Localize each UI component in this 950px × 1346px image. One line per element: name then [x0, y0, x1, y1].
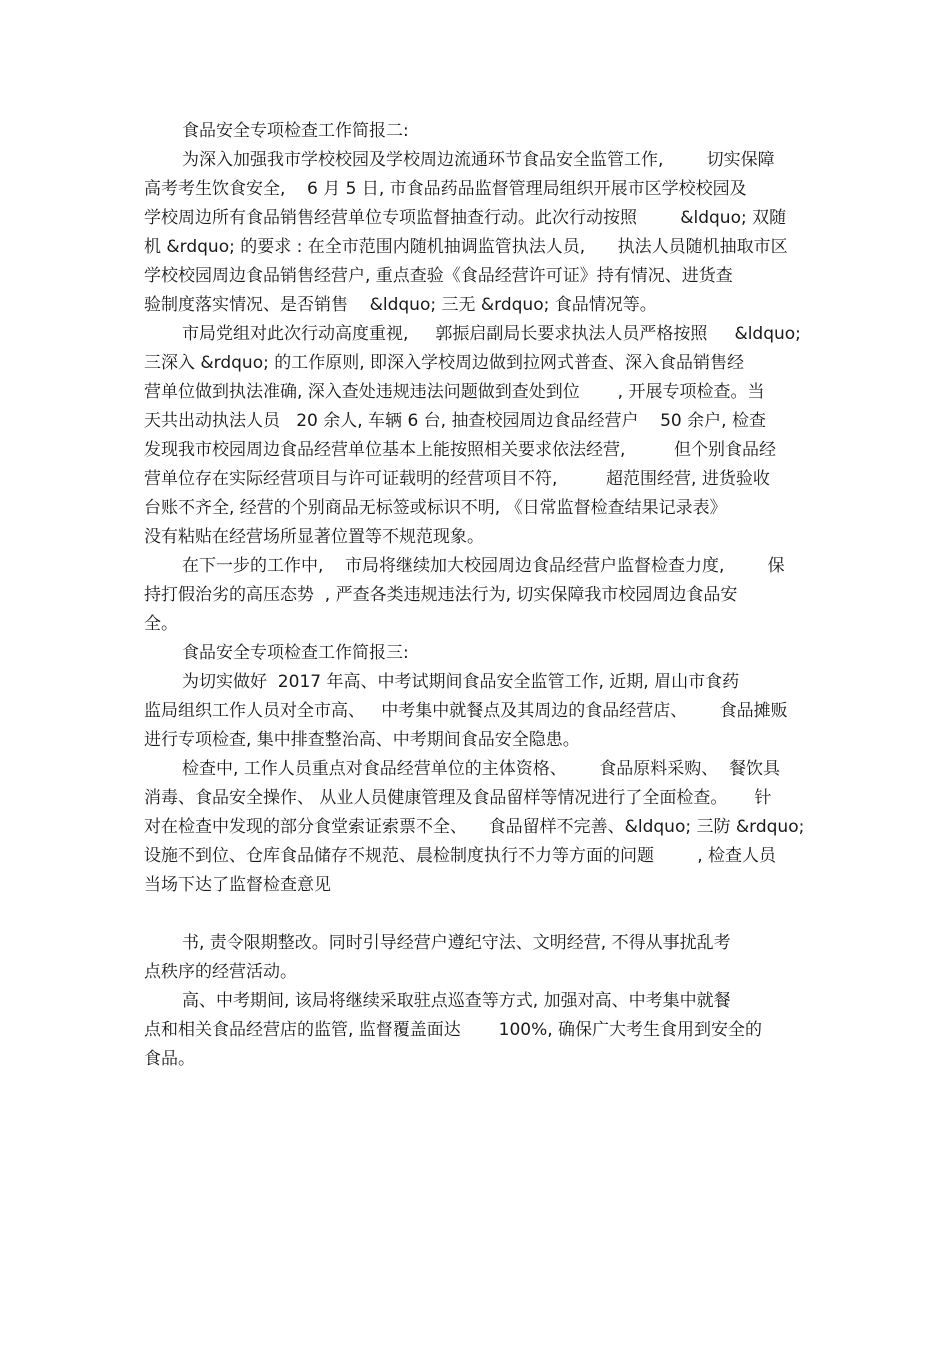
paragraph-line: 消毒、食品安全操作、 从业人员健康管理及食品留样等情况进行了全面检查。 针 [144, 788, 772, 808]
paragraph-line: 持打假治劣的高压态势 , 严查各类违规违法行为, 切实保障我市校园周边食品安 [144, 585, 738, 605]
paragraph-line: 为深入加强我市学校校园及学校周边流通环节食品安全监管工作, 切实保障 [182, 150, 775, 170]
paragraph-line: 营单位做到执法准确, 深入查处违规违法问题做到查处到位 , 开展专项检查。当 [144, 382, 765, 402]
paragraph-line: 监局组织工作人员对全市高、 中考集中就餐点及其周边的食品经营店、 食品摊贩 [144, 701, 788, 721]
paragraph-line: 对在检查中发现的部分食堂索证索票不全、 食品留样不完善、&ldquo; 三防 &rdquo; [144, 817, 805, 837]
paragraph-line: 天共出动执法人员 20 余人, 车辆 6 台, 抽查校园周边食品经营户 50 余户, 检查 [144, 411, 766, 431]
paragraph-line: 台账不齐全, 经营的个别商品无标签或标识不明, 《日常监督检查结果记录表》 [144, 498, 727, 518]
paragraph-line: 设施不到位、仓库食品储存不规范、晨检制度执行不力等方面的问题 , 检查人员 [144, 846, 777, 866]
paragraph-line: 机 &rdquo; 的要求 : 在全市范围内随机抽调监管执法人员, 执法人员随机抽取市区 [144, 237, 788, 257]
paragraph-line: 食品。 [144, 1049, 195, 1069]
paragraph-line: 检查中, 工作人员重点对食品经营单位的主体资格、 食品原料采购、 餐饮具 [182, 759, 781, 779]
paragraph-line: 进行专项检查, 集中排查整治高、中考期间食品安全隐患。 [144, 730, 580, 750]
paragraph-line: 点和相关食品经营店的监管, 监督覆盖面达 100%, 确保广大考生食用到安全的 [144, 1020, 763, 1040]
paragraph-line: 营单位存在实际经营项目与许可证载明的经营项目不符, 超范围经营, 进货验收 [144, 469, 770, 489]
paragraph-line: 没有粘贴在经营场所显著位置等不规范现象。 [144, 527, 484, 547]
paragraph-line: 发现我市校园周边食品经营单位基本上能按照相关要求依法经营, 但个别食品经 [144, 440, 777, 460]
paragraph-line: 学校周边所有食品销售经营单位专项监督抽查行动。此次行动按照 &ldquo; 双随 [144, 208, 787, 228]
paragraph-line: 点秩序的经营活动。 [144, 962, 297, 982]
section-heading-2: 食品安全专项检查工作简报二: [182, 121, 409, 141]
paragraph-line: 三深入 &rdquo; 的工作原则, 即深入学校周边做到拉网式普查、深入食品销售经 [144, 353, 745, 373]
paragraph-line: 验制度落实情况、是否销售 &ldquo; 三无 &rdquo; 食品情况等。 [144, 295, 657, 315]
paragraph-line: 全。 [144, 614, 178, 634]
paragraph-line: 在下一步的工作中, 市局将继续加大校园周边食品经营户监督检查力度, 保 [182, 556, 785, 576]
paragraph-line: 高、中考期间, 该局将继续采取驻点巡查等方式, 加强对高、中考集中就餐 [182, 991, 731, 1011]
section-heading-3: 食品安全专项检查工作简报三: [182, 643, 409, 663]
paragraph-line: 当场下达了监督检查意见 [144, 875, 331, 895]
paragraph-line: 市局党组对此次行动高度重视, 郭振启副局长要求执法人员严格按照 &ldquo; [182, 324, 801, 344]
paragraph-line: 为切实做好 2017 年高、中考试期间食品安全监管工作, 近期, 眉山市食药 [182, 672, 740, 692]
paragraph-line: 高考考生饮食安全, 6 月 5 日, 市食品药品监督管理局组织开展市区学校校园及 [144, 179, 747, 199]
paragraph-line: 学校校园周边食品销售经营户, 重点查验《食品经营许可证》持有情况、进货查 [144, 266, 733, 286]
paragraph-line: 书, 责令限期整改。同时引导经营户遵纪守法、文明经营, 不得从事扰乱考 [182, 933, 731, 953]
